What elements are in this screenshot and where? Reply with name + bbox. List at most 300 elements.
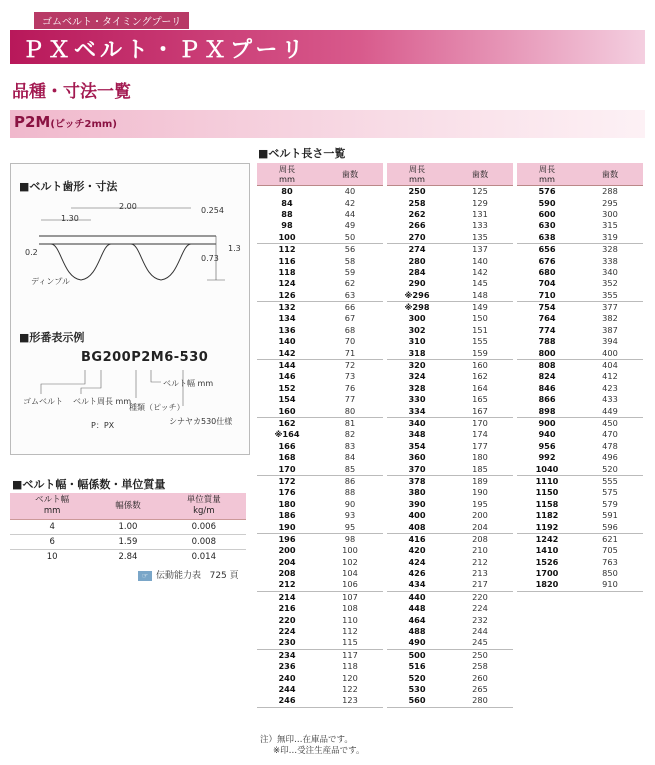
belt-length-cell: 600 <box>538 208 556 219</box>
belt-length-cell: 800 <box>517 347 577 359</box>
belt-length-cell: 1700 <box>535 568 559 579</box>
teeth-count-cell: 165 <box>472 394 488 405</box>
belt-length-cell: 220 <box>278 614 296 625</box>
teeth-count-cell: 62 <box>344 278 356 289</box>
teeth-count-cell: 129 <box>472 197 488 208</box>
teeth-count-cell: 400 <box>577 347 643 359</box>
tooth-profile-title: ■ベルト歯形・寸法 <box>19 180 118 193</box>
belt-length-cell: 172 <box>278 475 296 486</box>
teeth-count-cell: 72 <box>344 360 356 371</box>
belt-length-cell: 204 <box>278 556 296 567</box>
teeth-count-cell: 340 <box>602 266 618 277</box>
teeth-count-cell: 115 <box>317 637 383 649</box>
teeth-count-cell: 377 <box>602 302 618 313</box>
teeth-count-cell: 394 <box>602 336 618 347</box>
length-table <box>257 163 643 708</box>
length-table-row <box>257 475 643 487</box>
teeth-count-cell: 81 <box>344 418 356 428</box>
belt-length-cell: 142 <box>257 347 317 359</box>
teeth-count-cell <box>577 614 643 625</box>
coef-header: 幅係数 <box>94 493 161 520</box>
length-table-row <box>257 672 643 683</box>
belt-length-cell: 176 <box>278 487 296 498</box>
designation-leader-lines <box>11 364 247 424</box>
teeth-header: 歯数 <box>317 163 383 186</box>
width-table-cell: 2.84 <box>118 552 138 562</box>
teeth-count-cell <box>577 637 643 649</box>
belt-length-cell: 808 <box>538 360 556 371</box>
belt-length-cell: 162 <box>278 418 296 428</box>
note-order: ※印…受注生産品です。 <box>273 746 365 756</box>
belt-length-cell: 400 <box>408 510 426 521</box>
belt-length-cell: 576 <box>538 186 556 197</box>
belt-length-cell: 180 <box>278 498 296 509</box>
belt-length-cell: 500 <box>408 649 426 660</box>
teeth-count-cell: 73 <box>344 371 356 382</box>
belt-length-cell: 320 <box>408 360 426 371</box>
teeth-count-cell: 40 <box>344 186 356 197</box>
model-name: P2M <box>14 113 51 131</box>
belt-length-cell: 212 <box>257 579 317 591</box>
belt-length-cell: 214 <box>278 591 296 602</box>
belt-length-cell: 208 <box>278 568 296 579</box>
teeth-count-cell: 850 <box>602 568 618 579</box>
belt-length-cell: 334 <box>387 405 447 417</box>
teeth-count-cell: 137 <box>472 244 488 255</box>
teeth-count-cell: 59 <box>344 266 356 277</box>
belt-length-cell: 516 <box>408 661 426 672</box>
teeth-count-cell: 88 <box>344 487 356 498</box>
length-table-row <box>257 521 643 533</box>
teeth-count-cell: 450 <box>602 418 618 428</box>
belt-length-cell: 244 <box>278 683 296 694</box>
teeth-count-cell: 180 <box>472 452 488 463</box>
teeth-count-cell: 90 <box>344 498 356 509</box>
belt-length-cell: 440 <box>408 591 426 602</box>
belt-length-cell: 144 <box>278 360 296 371</box>
teeth-count-cell: 423 <box>602 382 618 393</box>
teeth-count-cell: 195 <box>472 498 488 509</box>
width-table <box>10 493 246 564</box>
belt-length-cell: 118 <box>278 266 296 277</box>
length-header: 周長 mm <box>517 163 577 186</box>
belt-length-cell: 354 <box>408 440 426 451</box>
teeth-count-cell: 449 <box>577 405 643 417</box>
page-title: ＰＸベルト・ＰＸプーリ <box>22 38 308 63</box>
belt-length-cell: ※296 <box>387 290 447 302</box>
belt-length-cell: ※164 <box>274 429 300 440</box>
belt-length-cell: 200 <box>278 545 296 556</box>
belt-length-cell: 348 <box>408 429 426 440</box>
belt-length-cell: 420 <box>408 545 426 556</box>
teeth-count-cell: 95 <box>317 521 383 533</box>
width-table-cell: 4 <box>10 520 94 535</box>
teeth-count-cell: 63 <box>317 290 383 302</box>
teeth-count-cell: 520 <box>577 463 643 475</box>
teeth-count-cell: 621 <box>602 533 618 544</box>
teeth-count-cell: 140 <box>472 255 488 266</box>
belt-length-cell: 258 <box>408 197 426 208</box>
teeth-count-cell: 352 <box>602 278 618 289</box>
belt-length-cell: 280 <box>408 255 426 266</box>
teeth-count-cell: 210 <box>472 545 488 556</box>
length-table-row <box>257 336 643 347</box>
teeth-count-cell: 66 <box>344 302 356 313</box>
belt-length-cell: 196 <box>278 533 296 544</box>
length-table-row <box>257 290 643 302</box>
belt-length-cell <box>517 695 577 707</box>
teeth-count-cell <box>577 591 643 603</box>
teeth-count-cell: 142 <box>472 266 488 277</box>
width-table-cell: 6 <box>10 535 94 550</box>
belt-length-cell: 300 <box>408 313 426 324</box>
belt-length-cell: 126 <box>257 290 317 302</box>
teeth-count-cell: 67 <box>344 313 356 324</box>
teeth-count-cell: 280 <box>447 695 513 707</box>
belt-length-cell: 846 <box>538 382 556 393</box>
belt-length-cell: 146 <box>278 371 296 382</box>
teeth-count-cell: 260 <box>472 672 488 683</box>
belt-length-cell: 680 <box>538 266 556 277</box>
teeth-count-cell: 112 <box>342 626 358 637</box>
teeth-count-cell: 155 <box>472 336 488 347</box>
belt-length-cell <box>517 661 577 672</box>
belt-length-cell: 318 <box>387 347 447 359</box>
belt-length-cell: 378 <box>408 475 426 486</box>
belt-length-cell: 168 <box>278 452 296 463</box>
belt-length-cell: 1192 <box>517 521 577 533</box>
width-table-cell: 0.014 <box>191 552 216 562</box>
length-table-row <box>257 186 643 198</box>
teeth-count-cell <box>577 649 643 661</box>
length-table-row <box>257 603 643 614</box>
length-table-row <box>257 301 643 313</box>
teeth-count-cell: 148 <box>447 290 513 302</box>
belt-length-cell: 490 <box>387 637 447 649</box>
teeth-count-cell: 575 <box>602 487 618 498</box>
belt-length-cell: 124 <box>278 278 296 289</box>
belt-length-cell: 424 <box>408 556 426 567</box>
length-table-row <box>257 243 643 255</box>
belt-length-cell <box>517 672 577 683</box>
belt-length-cell: 1040 <box>517 463 577 475</box>
length-table-row <box>257 487 643 498</box>
length-table-row <box>257 405 643 417</box>
rubber-part-label: ゴムベルト <box>23 397 63 406</box>
teeth-count-cell: 104 <box>342 568 358 579</box>
teeth-count-cell: 328 <box>602 244 618 255</box>
length-table-title: ■ベルト長さ一覧 <box>258 147 346 160</box>
teeth-count-cell: 76 <box>344 382 356 393</box>
length-table-row <box>257 545 643 556</box>
length-table-row <box>257 267 643 278</box>
teeth-count-cell: 244 <box>472 626 488 637</box>
belt-length-cell: 340 <box>408 418 426 428</box>
teeth-count-cell: 71 <box>317 347 383 359</box>
teeth-count-cell: 56 <box>344 244 356 255</box>
width-table-row <box>10 535 246 550</box>
belt-length-cell: 866 <box>538 394 556 405</box>
belt-length-cell: 1820 <box>517 579 577 591</box>
length-table-row <box>257 383 643 394</box>
belt-length-cell: 754 <box>538 302 556 313</box>
spec-part-label: シナヤカ530仕様 <box>169 417 233 426</box>
dimple-label: ディンプル <box>31 277 71 286</box>
teeth-count-cell: 208 <box>472 533 488 544</box>
belt-length-cell: 152 <box>278 382 296 393</box>
length-table-row <box>257 325 643 336</box>
belt-length-cell: 154 <box>278 394 296 405</box>
belt-length-cell: 224 <box>278 626 296 637</box>
teeth-count-cell: 213 <box>472 568 488 579</box>
belt-length-cell: 380 <box>408 487 426 498</box>
belt-length-cell: 132 <box>278 302 296 313</box>
teeth-count-cell: 145 <box>472 278 488 289</box>
length-table-row <box>257 278 643 289</box>
teeth-count-cell: 190 <box>472 487 488 498</box>
belt-length-cell: 270 <box>387 232 447 244</box>
teeth-count-cell: 122 <box>342 683 358 694</box>
belt-length-cell: 266 <box>408 220 426 231</box>
teeth-count-cell: 80 <box>317 405 383 417</box>
belt-length-cell: 1158 <box>535 498 559 509</box>
length-table-row <box>257 394 643 405</box>
teeth-count-cell: 83 <box>344 440 356 451</box>
belt-length-cell: 190 <box>257 521 317 533</box>
belt-length-cell: 426 <box>408 568 426 579</box>
teeth-count-cell: 149 <box>472 302 488 313</box>
width-part-label: ベルト幅 mm <box>163 379 214 388</box>
width-table-title: ■ベルト幅・幅係数・単位質量 <box>12 478 166 491</box>
belt-length-cell: 250 <box>408 186 426 197</box>
teeth-count-cell: 167 <box>447 405 513 417</box>
belt-length-cell: 560 <box>387 695 447 707</box>
teeth-count-cell: 189 <box>472 475 488 486</box>
length-table-row <box>257 255 643 266</box>
length-table-row <box>257 510 643 521</box>
notes <box>260 735 364 757</box>
teeth-count-cell: 125 <box>472 186 488 197</box>
teeth-count-cell: 404 <box>602 360 618 371</box>
teeth-count-cell: 258 <box>472 661 488 672</box>
teeth-count-cell: 295 <box>602 197 618 208</box>
teeth-count-cell: 102 <box>342 556 358 567</box>
belt-length-cell: 764 <box>538 313 556 324</box>
teeth-count-cell: 77 <box>344 394 356 405</box>
teeth-count-cell <box>577 695 643 707</box>
teeth-count-cell <box>577 672 643 683</box>
belt-length-cell <box>517 637 577 649</box>
teeth-count-cell: 232 <box>472 614 488 625</box>
belt-length-cell: 324 <box>408 371 426 382</box>
length-table-row <box>257 695 643 707</box>
belt-length-cell: 84 <box>281 197 293 208</box>
teeth-count-cell: 58 <box>344 255 356 266</box>
teeth-count-cell: 555 <box>602 475 618 486</box>
belt-length-cell: 98 <box>281 220 293 231</box>
length-table-row <box>257 579 643 591</box>
teeth-count-cell: 174 <box>472 429 488 440</box>
belt-length-cell: 656 <box>538 244 556 255</box>
model-pitch: (ピッチ2mm) <box>50 119 117 130</box>
belt-length-cell: 186 <box>278 510 296 521</box>
type-part-label: 種類（ピッチ） <box>129 403 185 412</box>
width-table-row <box>10 550 246 565</box>
belt-length-cell: 234 <box>278 649 296 660</box>
teeth-count-cell: 44 <box>344 208 356 219</box>
teeth-header: 歯数 <box>577 163 643 186</box>
teeth-count-cell: 910 <box>577 579 643 591</box>
teeth-count-cell: 300 <box>602 208 618 219</box>
belt-length-cell: 370 <box>387 463 447 475</box>
teeth-count-cell: 177 <box>472 440 488 451</box>
teeth-count-cell: 705 <box>602 545 618 556</box>
length-table-row <box>257 197 643 208</box>
width-table-cell: 0.008 <box>162 535 246 550</box>
belt-length-cell: 900 <box>538 418 556 428</box>
section-heading: 品種・寸法一覧 <box>12 82 131 102</box>
belt-length-cell: ※298 <box>404 302 430 313</box>
belt-length-cell <box>517 649 577 661</box>
length-table-row <box>257 209 643 220</box>
belt-length-cell: 464 <box>408 614 426 625</box>
belt-length-cell: 992 <box>538 452 556 463</box>
belt-length-cell: 240 <box>278 672 296 683</box>
teeth-count-cell: 117 <box>342 649 358 660</box>
belt-length-cell: 520 <box>408 672 426 683</box>
teeth-count-cell: 70 <box>344 336 356 347</box>
teeth-count-cell: 160 <box>472 360 488 371</box>
length-table-row <box>257 533 643 545</box>
teeth-count-cell: 579 <box>602 498 618 509</box>
belt-length-cell: 590 <box>538 197 556 208</box>
teeth-count-cell: 131 <box>472 208 488 219</box>
teeth-count-cell: 42 <box>344 197 356 208</box>
reference-note: ☞ 伝動能力表 725 頁 <box>138 568 239 581</box>
teeth-count-cell: 596 <box>577 521 643 533</box>
belt-length-cell: 710 <box>517 290 577 302</box>
mass-header: 単位質量 kg/m <box>162 493 246 520</box>
teeth-count-cell: 133 <box>472 220 488 231</box>
length-table-row <box>257 614 643 625</box>
belt-length-cell <box>517 684 577 695</box>
length-table-row <box>257 359 643 371</box>
teeth-count-cell: 470 <box>602 429 618 440</box>
teeth-count-cell: 170 <box>472 418 488 428</box>
belt-length-cell: 774 <box>538 324 556 335</box>
teeth-count-cell: 50 <box>317 232 383 244</box>
teeth-count-cell: 220 <box>472 591 488 602</box>
length-table-row <box>257 649 643 661</box>
belt-length-cell: 1410 <box>535 545 559 556</box>
belt-length-cell: 638 <box>517 232 577 244</box>
length-table-row <box>257 684 643 695</box>
teeth-count-cell: 245 <box>447 637 513 649</box>
width-table-cell: 1.59 <box>94 535 161 550</box>
belt-length-cell: 330 <box>408 394 426 405</box>
belt-length-cell: 360 <box>408 452 426 463</box>
teeth-count-cell: 120 <box>342 672 358 683</box>
model-title <box>14 113 117 131</box>
belt-length-cell: 136 <box>278 324 296 335</box>
belt-length-cell: 236 <box>278 661 296 672</box>
teeth-count-cell: 355 <box>577 290 643 302</box>
teeth-count-cell: 591 <box>602 510 618 521</box>
teeth-count-cell: 265 <box>472 683 488 694</box>
teeth-count-cell: 86 <box>344 475 356 486</box>
teeth-count-cell: 93 <box>344 510 356 521</box>
teeth-count-cell: 85 <box>317 463 383 475</box>
teeth-count-cell: 433 <box>602 394 618 405</box>
radius-label: 0.2 <box>25 248 38 257</box>
belt-length-cell: 1526 <box>535 556 559 567</box>
teeth-count-cell: 338 <box>602 255 618 266</box>
belt-length-cell: 246 <box>257 695 317 707</box>
teeth-header: 歯数 <box>447 163 513 186</box>
teeth-count-cell: 106 <box>317 579 383 591</box>
belt-length-cell <box>517 603 577 614</box>
teeth-count-cell: 162 <box>472 371 488 382</box>
teeth-count-cell: 315 <box>602 220 618 231</box>
teeth-count-cell: 150 <box>472 313 488 324</box>
thickness-label: 0.254 <box>201 206 224 215</box>
belt-length-cell: 170 <box>257 463 317 475</box>
length-table-row <box>257 371 643 382</box>
teeth-count-cell: 185 <box>447 463 513 475</box>
length-table-row <box>257 557 643 568</box>
designation-title: ■形番表示例 <box>19 331 85 344</box>
length-table-row <box>257 220 643 231</box>
belt-length-cell: 160 <box>257 405 317 417</box>
teeth-count-cell: 387 <box>602 324 618 335</box>
length-table-row <box>257 429 643 440</box>
length-part-label: ベルト周長 mm <box>73 397 132 406</box>
type-value-label: P：PX <box>91 421 115 430</box>
belt-length-cell <box>517 614 577 625</box>
belt-length-cell: 956 <box>538 440 556 451</box>
length-table-row <box>257 232 643 244</box>
belt-length-cell: 230 <box>257 637 317 649</box>
height-tooth-label: 0.73 <box>201 254 219 263</box>
belt-length-cell: 676 <box>538 255 556 266</box>
length-table-row <box>257 441 643 452</box>
length-table-row <box>257 591 643 603</box>
belt-length-cell: 704 <box>538 278 556 289</box>
teeth-count-cell: 82 <box>344 429 356 440</box>
belt-length-cell: 216 <box>278 603 296 614</box>
teeth-count-cell: 204 <box>447 521 513 533</box>
belt-length-cell: 1242 <box>535 533 559 544</box>
teeth-count-cell: 164 <box>472 382 488 393</box>
belt-length-cell: 290 <box>408 278 426 289</box>
belt-length-cell: 134 <box>278 313 296 324</box>
teeth-count-cell: 107 <box>342 591 358 602</box>
width-table-cell: 1.00 <box>94 520 161 535</box>
teeth-count-cell: 135 <box>447 232 513 244</box>
teeth-count-cell: 288 <box>602 186 618 197</box>
belt-length-cell: 274 <box>408 244 426 255</box>
teeth-count-cell: 224 <box>472 603 488 614</box>
teeth-count-cell: 159 <box>447 347 513 359</box>
teeth-count-cell: 98 <box>344 533 356 544</box>
teeth-count-cell: 412 <box>602 371 618 382</box>
belt-length-cell: 284 <box>408 266 426 277</box>
teeth-count-cell <box>577 626 643 637</box>
teeth-count-cell: 100 <box>342 545 358 556</box>
width-header: ベルト幅 mm <box>10 493 94 520</box>
belt-length-cell: 1182 <box>535 510 559 521</box>
teeth-count-cell: 200 <box>472 510 488 521</box>
